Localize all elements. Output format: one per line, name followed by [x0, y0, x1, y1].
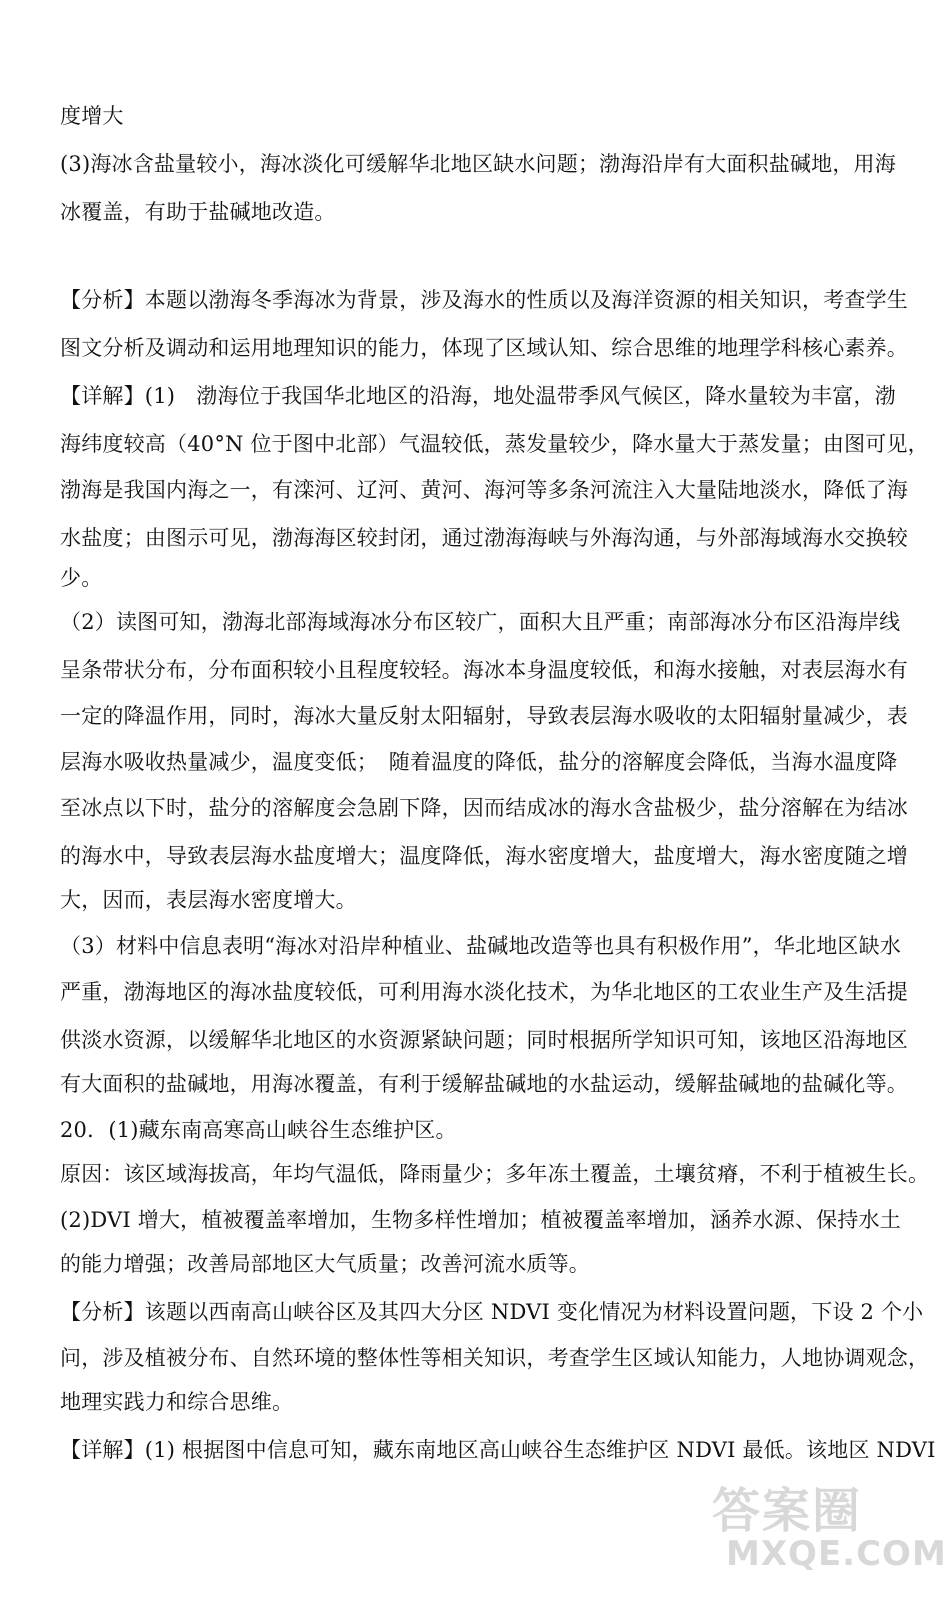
text-line: 供淡水资源，以缓解华北地区的水资源紧缺问题；同时根据所学知识可知，该地区沿海地区 [60, 1028, 908, 1052]
text-line: 一定的降温作用，同时，海冰大量反射太阳辐射，导致表层海水吸收的太阳辐射量减少，表 [60, 704, 908, 728]
text-line: (2)DVI 增大，植被覆盖率增加，生物多样性增加；植被覆盖率增加，涵养水源、保持水土 [60, 1208, 901, 1232]
text-line: 【分析】该题以西南高山峡谷区及其四大分区 NDVI 变化情况为材料设置问题，下设 2 个小 [60, 1300, 924, 1324]
text-line: 图文分析及调动和运用地理知识的能力，体现了区域认知、综合思维的地理学科核心素养。 [60, 336, 908, 360]
text-line: (3)海冰含盐量较小，海冰淡化可缓解华北地区缺水问题；渤海沿岸有大面积盐碱地，用海 [60, 152, 896, 176]
text-line: 有大面积的盐碱地，用海冰覆盖，有利于缓解盐碱地的水盐运动，缓解盐碱地的盐碱化等。 [60, 1072, 908, 1096]
watermark-logo [712, 1472, 947, 1582]
text-line: 严重，渤海地区的海冰盐度较低，可利用海水淡化技术，为华北地区的工农业生产及生活提 [60, 980, 908, 1004]
text-line: 【详解】(1) 根据图中信息可知，藏东南地区高山峡谷生态维护区 NDVI 最低。该地区 NDVI [60, 1438, 936, 1462]
text-line: 海纬度较高（40°N 位于图中北部）气温较低，蒸发量较少，降水量大于蒸发量；由图可见， [60, 432, 929, 456]
text-line: 冰覆盖，有助于盐碱地改造。 [60, 200, 336, 224]
text-line: 层海水吸收热量减少，温度变低； 随着温度的降低，盐分的溶解度会降低，当海水温度降 [60, 750, 898, 774]
text-line: （2）读图可知，渤海北部海域海冰分布区较广，面积大且严重；南部海冰分布区沿海岸线 [60, 610, 901, 634]
text-line: 问，涉及植被分布、自然环境的整体性等相关知识，考查学生区域认知能力，人地协调观念， [60, 1346, 930, 1370]
text-line: 【详解】(1) 渤海位于我国华北地区的沿海，地处温带季风气候区，降水量较为丰富，渤 [60, 384, 896, 408]
text-line: 大，因而，表层海水密度增大。 [60, 888, 357, 912]
text-line: 原因：该区域海拔高，年均气温低，降雨量少；多年冻土覆盖，土壤贫瘠，不利于植被生长。 [60, 1162, 930, 1186]
text-line: 至冰点以下时，盐分的溶解度会急剧下降，因而结成冰的海水含盐极少，盐分溶解在为结冰 [60, 796, 908, 820]
text-line: 呈条带状分布，分布面积较小且程度较轻。海冰本身温度较低，和海水接触，对表层海水有 [60, 658, 908, 682]
text-line: 20．(1)藏东南高寒高山峡谷生态维护区。 [60, 1118, 457, 1142]
text-line: （3）材料中信息表明“海冰对沿岸种植业、盐碱地改造等也具有积极作用”，华北地区缺水 [60, 934, 902, 958]
text-line: 的能力增强；改善局部地区大气质量；改善河流水质等。 [60, 1252, 590, 1276]
text-line: 地理实践力和综合思维。 [60, 1390, 294, 1414]
text-line: 渤海是我国内海之一，有滦河、辽河、黄河、海河等多条河流注入大量陆地淡水，降低了海 [60, 478, 908, 502]
text-line: 水盐度；由图示可见，渤海海区较封闭，通过渤海海峡与外海沟通，与外部海域海水交换较 [60, 526, 908, 550]
text-line: 【分析】本题以渤海冬季海冰为背景，涉及海水的性质以及海洋资源的相关知识，考查学生 [60, 288, 908, 312]
text-line: 度增大 [60, 104, 124, 128]
text-line: 少。 [60, 566, 103, 590]
watermark-sub-text: MXQE.COM [726, 1534, 947, 1574]
text-line: 的海水中，导致表层海水盐度增大；温度降低，海水密度增大，盐度增大，海水密度随之增 [60, 844, 908, 868]
watermark-main-text: 答案圈 [712, 1483, 863, 1539]
